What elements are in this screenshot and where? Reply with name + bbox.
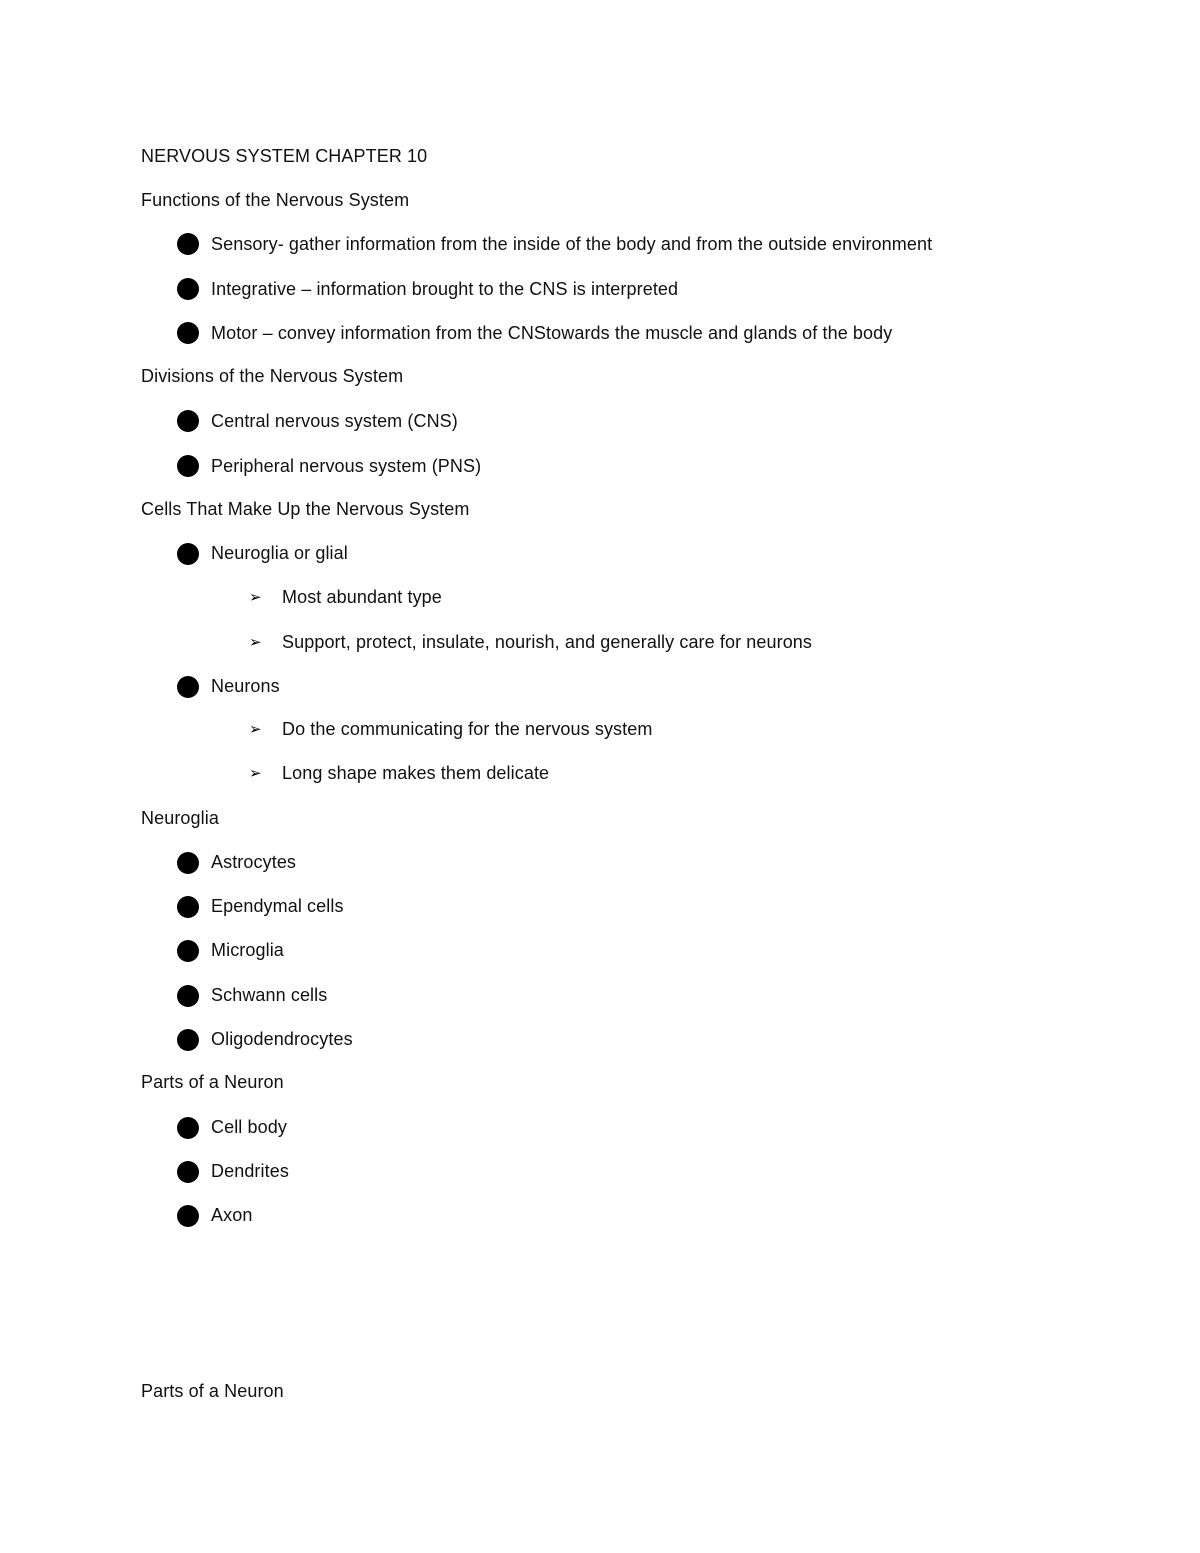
bullet-icon — [177, 676, 199, 698]
bullet-icon — [177, 896, 199, 918]
list-item: Ependymal cells — [211, 896, 344, 916]
bullet-icon — [177, 1029, 199, 1051]
document-title: NERVOUS SYSTEM CHAPTER 10 — [141, 146, 428, 166]
section-heading-divisions: Divisions of the Nervous System — [141, 366, 404, 386]
sub-list-item: Do the communicating for the nervous system — [282, 719, 653, 739]
bullet-icon — [177, 852, 199, 874]
list-item: Integrative – information brought to the CNS is interpreted — [211, 279, 679, 299]
list-item: Neuroglia or glial — [211, 543, 348, 563]
list-item: Neurons — [211, 676, 280, 696]
section-heading-cells: Cells That Make Up the Nervous System — [141, 499, 470, 519]
section-heading-neuroglia: Neuroglia — [141, 808, 219, 828]
section-heading-parts-repeat: Parts of a Neuron — [141, 1381, 284, 1401]
sub-list-item: Support, protect, insulate, nourish, and generally care for neurons — [282, 632, 813, 652]
list-item: Peripheral nervous system (PNS) — [211, 456, 482, 476]
list-item: Astrocytes — [211, 852, 297, 872]
bullet-icon — [177, 985, 199, 1007]
list-item: Schwann cells — [211, 985, 328, 1005]
arrow-bullet-icon: ➢ — [249, 720, 262, 738]
list-item: Sensory- gather information from the inside of the body and from the outside environment — [211, 234, 933, 254]
arrow-bullet-icon: ➢ — [249, 588, 262, 606]
bullet-icon — [177, 278, 199, 300]
bullet-icon — [177, 322, 199, 344]
list-item: Dendrites — [211, 1161, 289, 1181]
bullet-icon — [177, 455, 199, 477]
bullet-icon — [177, 410, 199, 432]
section-heading-parts: Parts of a Neuron — [141, 1072, 284, 1092]
list-item: Cell body — [211, 1117, 287, 1137]
list-item: Motor – convey information from the CNStowards the muscle and glands of the body — [211, 323, 893, 343]
sub-list-item: Long shape makes them delicate — [282, 763, 550, 783]
bullet-icon — [177, 1161, 199, 1183]
arrow-bullet-icon: ➢ — [249, 764, 262, 782]
bullet-icon — [177, 940, 199, 962]
sub-list-item: Most abundant type — [282, 587, 442, 607]
list-item: Axon — [211, 1205, 253, 1225]
list-item: Oligodendrocytes — [211, 1029, 353, 1049]
bullet-icon — [177, 1205, 199, 1227]
bullet-icon — [177, 233, 199, 255]
section-heading-functions: Functions of the Nervous System — [141, 190, 410, 210]
list-item: Central nervous system (CNS) — [211, 411, 458, 431]
list-item: Microglia — [211, 940, 284, 960]
arrow-bullet-icon: ➢ — [249, 633, 262, 651]
bullet-icon — [177, 543, 199, 565]
bullet-icon — [177, 1117, 199, 1139]
